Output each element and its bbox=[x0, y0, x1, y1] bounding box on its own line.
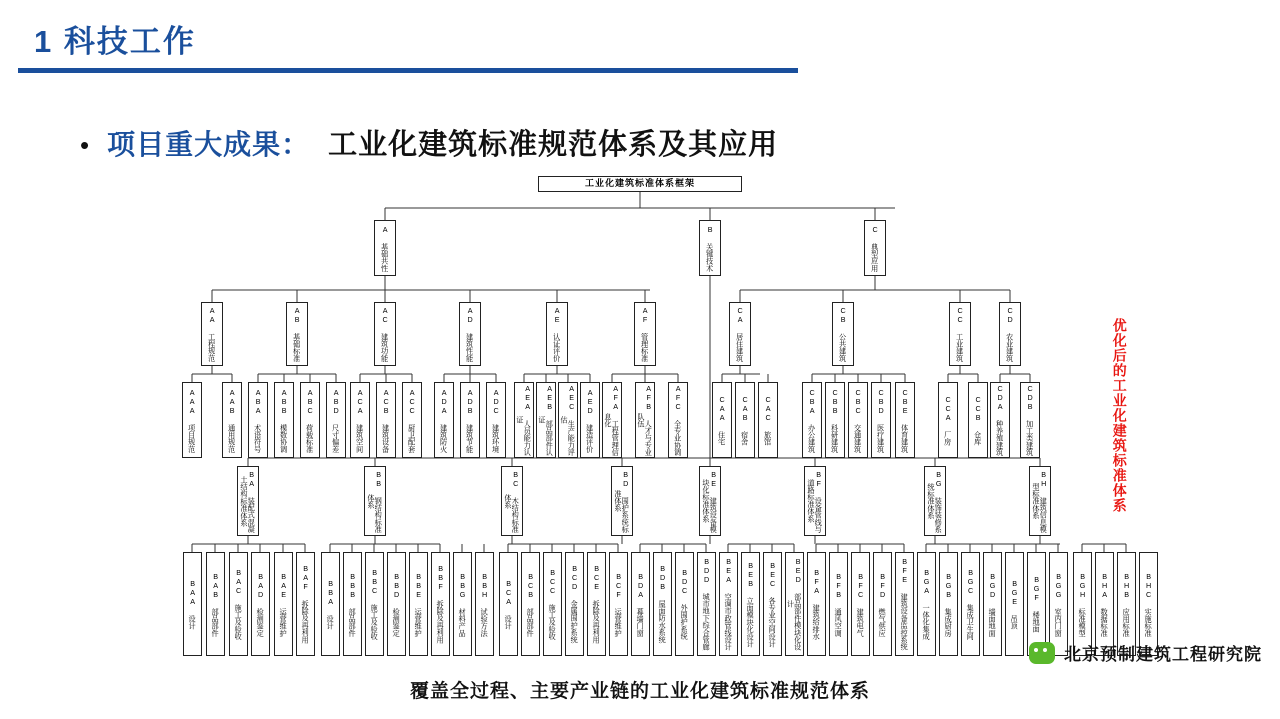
diagram-node-aaa: AAA 项目规范 bbox=[182, 382, 202, 458]
diagram-node-bgh: BGH 标准模型 bbox=[1073, 552, 1092, 656]
diagram-node-aec: AEC 生产能力评估 bbox=[560, 384, 577, 456]
diagram-node-cd: CD 农业建筑 bbox=[999, 302, 1021, 366]
diagram-node-bfa: BFA 建筑给排水 bbox=[807, 552, 826, 656]
diagram-node-afc: AFC 全专业协调 bbox=[668, 382, 688, 458]
diagram-node-baf: BAF 拆除及再利用 bbox=[296, 552, 315, 656]
diagram-node-cca: CCA 厂房 bbox=[938, 382, 958, 458]
diagram-node-bd: BD 围护系统标准体系 bbox=[611, 466, 633, 536]
diagram-node-adc: ADC 建筑环境 bbox=[486, 382, 506, 458]
diagram-node-bbf: BBF 拆除及再利用 bbox=[431, 552, 450, 656]
diagram-node-bge: BGE 吊顶 bbox=[1005, 552, 1024, 656]
diagram-node-ad: AD 建筑性能 bbox=[459, 302, 481, 366]
diagram-node-cbc: CBC 交通建筑 bbox=[848, 382, 868, 458]
diagram-node-cc: CC 工业建筑 bbox=[949, 302, 971, 366]
bullet-highlight-text: 项目重大成果： bbox=[107, 129, 311, 160]
diagram-node-bgb: BGB 集成厨房 bbox=[939, 552, 958, 656]
diagram-node-acb: ACB 建筑设备 bbox=[376, 382, 396, 458]
diagram-node-bc: BC 木结构标准体系 bbox=[501, 466, 523, 536]
diagram-node-bad: BAD 检测鉴定 bbox=[251, 552, 270, 656]
diagram-node-bbe: BBE 运营维护 bbox=[409, 552, 428, 656]
diagram-node-bce: BCE 拆除及再利用 bbox=[587, 552, 606, 656]
watermark-text: 北京预制建筑工程研究院 bbox=[1064, 645, 1262, 664]
diagram-node-cbb: CBB 科研建筑 bbox=[825, 382, 845, 458]
title-divider bbox=[18, 68, 798, 73]
diagram-node-bha: BHA 数据标准 bbox=[1095, 552, 1114, 656]
diagram-node-bdc: BDC 外围护系统 bbox=[675, 552, 694, 656]
diagram-node-bfb: BFB 通风空调 bbox=[829, 552, 848, 656]
diagram-node-bfd: BFD 燃气供应 bbox=[873, 552, 892, 656]
diagram-node-baa: BAA 设计 bbox=[183, 552, 202, 656]
diagram-node-cda: CDA 种养殖建筑 bbox=[990, 382, 1010, 458]
diagram-node-afb: AFB 人才与专业队伍 bbox=[637, 384, 654, 456]
wechat-icon bbox=[1029, 642, 1055, 664]
diagram-node-bgg: BGG 室内门窗 bbox=[1049, 552, 1068, 656]
diagram-node-bba: BBA 设计 bbox=[321, 552, 340, 656]
diagram-node-beb: BEB 立面模块化设计 bbox=[741, 552, 760, 656]
diagram-node-caa: CAA 住宅 bbox=[712, 382, 732, 458]
diagram-node-ada: ADA 建筑防火 bbox=[434, 382, 454, 458]
diagram-node-aeb: AEB 部品部件认证 bbox=[538, 384, 555, 456]
diagram-node-bcc: BCC 施工及验收 bbox=[543, 552, 562, 656]
diagram-node-bbc: BBC 施工及验收 bbox=[365, 552, 384, 656]
diagram-node-bhb: BHB 应用标准 bbox=[1117, 552, 1136, 656]
diagram-node-c: C 典型应用 bbox=[864, 220, 886, 276]
footer-caption: 覆盖全过程、主要产业链的工业化建筑标准规范体系 bbox=[409, 681, 870, 702]
diagram-node-ae: AE 认证评价 bbox=[546, 302, 568, 366]
diagram-node-b: B 关键技术 bbox=[699, 220, 721, 276]
diagram-node-aca: ACA 建筑空间 bbox=[350, 382, 370, 458]
diagram-node-cab: CAB 宿舍 bbox=[735, 382, 755, 458]
diagram-node-bgf: BGF 楼地面 bbox=[1027, 552, 1046, 656]
diagram-node-af: AF 管理标准 bbox=[634, 302, 656, 366]
diagram-node-bab: BAB 部品部件 bbox=[206, 552, 225, 656]
diagram-node-bfc: BFC 建筑电气 bbox=[851, 552, 870, 656]
diagram-node-bgd: BGD 墙面地面 bbox=[983, 552, 1002, 656]
diagram-node-bh: BH 建筑信息模型标准体系 bbox=[1029, 466, 1051, 536]
diagram-node-aea: AEA 人员能力认证 bbox=[516, 384, 533, 456]
diagram-node-bgc: BGC 集成卫生间 bbox=[961, 552, 980, 656]
diagram-node-bbd: BBD 检测鉴定 bbox=[387, 552, 406, 656]
diagram-node-bec: BEC 各专业空间设计 bbox=[763, 552, 782, 656]
diagram-node-bbh: BBH 试验方法 bbox=[475, 552, 494, 656]
bullet-main-text: 工业化建筑标准规范体系及其应用 bbox=[328, 129, 779, 161]
diagram-node-abd: ABD 尺寸偏差 bbox=[326, 382, 346, 458]
diagram-node-adb: ADB 建筑节能 bbox=[460, 382, 480, 458]
diagram-node-ccb: CCB 仓库 bbox=[968, 382, 988, 458]
diagram-node-bhc: BHC 实施标准 bbox=[1139, 552, 1158, 656]
diagram-node-ac: AC 建筑功能 bbox=[374, 302, 396, 366]
diagram-node-bcb: BCB 部品部件 bbox=[521, 552, 540, 656]
diagram-node-ca: CA 居住建筑 bbox=[729, 302, 751, 366]
diagram-node-bac: BAC 施工及验收 bbox=[229, 552, 248, 656]
diagram-node-afa: AFA 工程管理信息化 bbox=[604, 384, 621, 456]
standard-system-diagram bbox=[0, 168, 1280, 668]
diagram-node-bca: BCA 设计 bbox=[499, 552, 518, 656]
diagram-node-bf: BF 设备管线与道路标准体系 bbox=[804, 466, 826, 536]
diagram-node-ab: AB 基础标准 bbox=[286, 302, 308, 366]
diagram-node-cdb: CDB 加工类建筑 bbox=[1020, 382, 1040, 458]
diagram-node-aab: AAB 通用规范 bbox=[222, 382, 242, 458]
diagram-node-aed: AED 建造评价 bbox=[580, 382, 600, 458]
page-title: 1 科技工作 bbox=[34, 24, 196, 59]
diagram-node-bbg: BBG 材料产品 bbox=[453, 552, 472, 656]
optimized-system-side-label: 优化后的工业化建筑标准体系 bbox=[1111, 318, 1128, 513]
diagram-node-bdb: BDB 屋面防水系统 bbox=[653, 552, 672, 656]
diagram-node-ba: BA 装配式混凝土结构标准体系 bbox=[237, 466, 259, 536]
diagram-node-cba: CBA 办公建筑 bbox=[802, 382, 822, 458]
diagram-node-cac: CAC 旅馆 bbox=[758, 382, 778, 458]
diagram-node-abb: ABB 模数协调 bbox=[274, 382, 294, 458]
diagram-node-bae: BAE 运营维护 bbox=[274, 552, 293, 656]
diagram-node-bed: BED 部品部件模块化设计 bbox=[785, 552, 804, 656]
diagram-node-bfe: BFE 建筑设备监控系统 bbox=[895, 552, 914, 656]
diagram-node-bg: BG 装饰装修系统标准体系 bbox=[924, 466, 946, 536]
bullet-row bbox=[80, 122, 778, 163]
diagram-node-bdd: BDD 城市地下综合管廊 bbox=[697, 552, 716, 656]
bullet-icon: • bbox=[80, 130, 90, 160]
diagram-node-bbb: BBB 部品部件 bbox=[343, 552, 362, 656]
diagram-node-bb: BB 钢结构标准体系 bbox=[364, 466, 386, 536]
diagram-node-bga: BGA 一体化集成 bbox=[917, 552, 936, 656]
diagram-node-cbe: CBE 体育建筑 bbox=[895, 382, 915, 458]
watermark bbox=[1029, 640, 1262, 665]
diagram-root-node: 工业化建筑标准体系框架 bbox=[538, 176, 742, 192]
diagram-node-bea: BEA 空调市政管线设计 bbox=[719, 552, 738, 656]
diagram-node-be: BE 建筑设备模块化标准体系 bbox=[699, 466, 721, 536]
diagram-node-bcf: BCF 运营维护 bbox=[609, 552, 628, 656]
diagram-node-aa: AA 工程规范 bbox=[201, 302, 223, 366]
diagram-node-aba: ABA 术语符号 bbox=[248, 382, 268, 458]
diagram-node-acc: ACC 厨卫配套 bbox=[402, 382, 422, 458]
diagram-node-cbd: CBD 医疗建筑 bbox=[871, 382, 891, 458]
diagram-node-abc: ABC 荷载标准 bbox=[300, 382, 320, 458]
diagram-node-a: A 基础共性 bbox=[374, 220, 396, 276]
diagram-node-bcd: BCD 金属围护系统 bbox=[565, 552, 584, 656]
diagram-node-bda: BDA 幕墙门窗 bbox=[631, 552, 650, 656]
diagram-node-cb: CB 公共建筑 bbox=[832, 302, 854, 366]
